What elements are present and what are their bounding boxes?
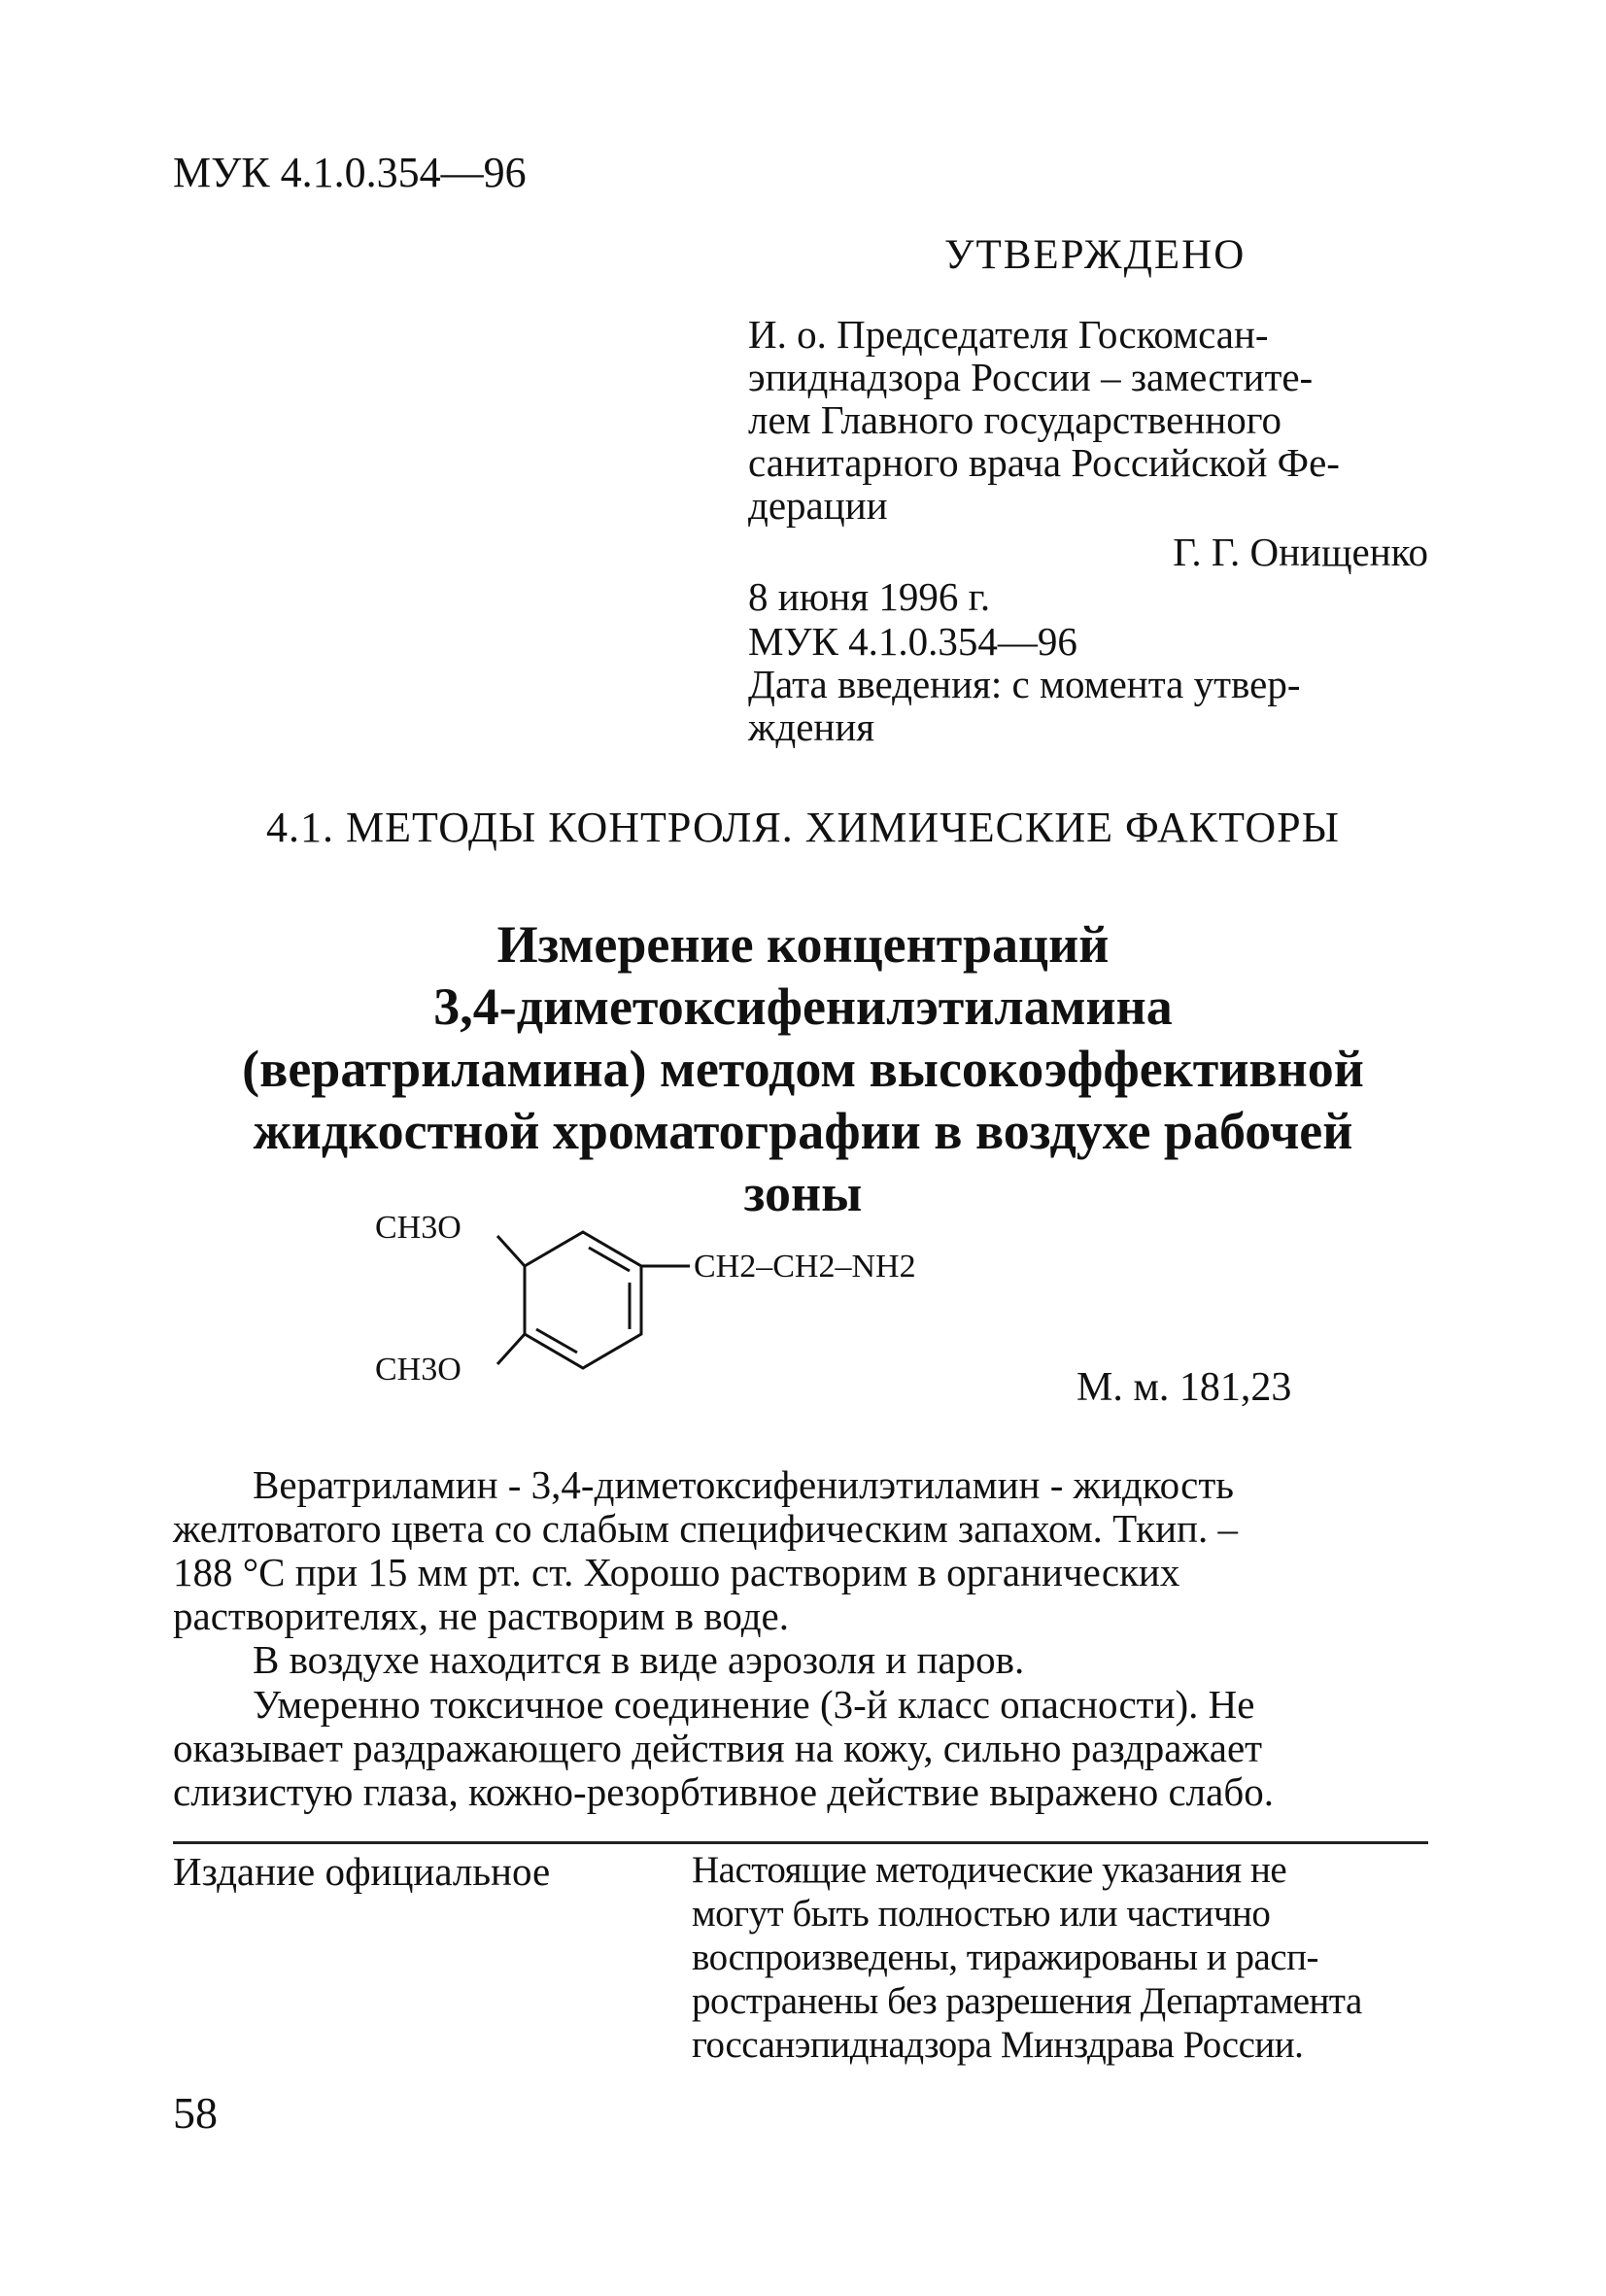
- title-line: зоны: [743, 1164, 863, 1222]
- paragraph-line: Вератриламин - 3,4-диметоксифенилэтиламин - жидкость: [253, 1462, 1234, 1507]
- paragraph-line: растворителях, не растворим в воде.: [173, 1593, 789, 1638]
- section-heading: 4.1. МЕТОДЫ КОНТРОЛЯ. ХИМИЧЕСКИЕ ФАКТОРЫ: [265, 804, 1341, 851]
- notice-line: могут быть полностью или частично: [692, 1893, 1271, 1935]
- paragraph-air-state: В воздухе находится в виде аэрозоля и паров.: [253, 1637, 1025, 1682]
- approval-block: [748, 313, 1428, 748]
- approval-line: И. о. Председателя Госкомсан-: [748, 312, 1269, 357]
- document-code: МУК 4.1.0.354—96: [173, 149, 527, 196]
- document-title: [126, 913, 1480, 1224]
- notice-line: ространены без разрешения Департамента: [692, 1980, 1362, 2022]
- paragraph-line: 188 °С при 15 мм рт. ст. Хорошо растворим в органических: [173, 1550, 1180, 1594]
- footer-divider: [173, 1841, 1428, 1844]
- approval-line: эпиднадзора России – заместите-: [748, 355, 1314, 399]
- double-bond: [536, 1329, 577, 1353]
- bond-line: [497, 1334, 525, 1364]
- approval-line: лем Главного государственного: [748, 397, 1282, 442]
- title-line: (вератриламина) методом высокоэффективной: [242, 1040, 1364, 1098]
- approval-line: дерации: [748, 483, 888, 528]
- copyright-notice: [692, 1848, 1430, 2067]
- approval-date: 8 июня 1996 г.: [748, 574, 991, 619]
- approval-code: МУК 4.1.0.354—96: [748, 619, 1077, 664]
- double-bond: [589, 1248, 630, 1271]
- edition-label: Издание официальное: [173, 1849, 551, 1894]
- structural-formula: [369, 1215, 991, 1438]
- approved-stamp-heading: УТВЕРЖДЕНО: [944, 232, 1247, 278]
- paragraph-toxicity: [173, 1683, 1428, 1814]
- benzene-ring: [525, 1232, 641, 1368]
- title-line: Измерение концентраций: [496, 915, 1110, 974]
- page-number: 58: [173, 2088, 218, 2138]
- notice-line: Настоящие методические указания не: [692, 1849, 1287, 1891]
- substituent-label: CH3O: [375, 1352, 461, 1388]
- title-line: жидкостной хроматографии в воздухе рабочей: [253, 1102, 1353, 1160]
- paragraph-line: Умеренно токсичное соединение (3-й класс опасности). Не: [253, 1682, 1255, 1727]
- introduction-date: ждения: [748, 704, 875, 749]
- notice-line: воспроизведены, тиражированы и расп-: [692, 1936, 1318, 1978]
- paragraph-line: оказывает раздражающего действия на кожу, сильно раздражает: [173, 1726, 1263, 1770]
- molar-mass: М. м. 181,23: [1076, 1365, 1292, 1410]
- substituent-label: CH3O: [375, 1215, 461, 1246]
- approval-signer: Г. Г. Онищенко: [1173, 530, 1428, 574]
- paragraph-description: [173, 1463, 1428, 1638]
- introduction-date: Дата введения: с момента утвер-: [748, 662, 1301, 706]
- paragraph-line: слизистую глаза, кожно-резорбтивное действие выражено слабо.: [173, 1769, 1274, 1814]
- paragraph-line: желтоватого цвета со слабым специфическим запахом. Ткип. –: [173, 1506, 1238, 1551]
- approval-line: санитарного врача Российской Фе-: [748, 440, 1340, 485]
- title-line: 3,4-диметоксифенилэтиламина: [433, 977, 1173, 1036]
- side-chain-label: CH2–CH2–NH2: [694, 1249, 916, 1285]
- bond-line: [497, 1236, 525, 1266]
- notice-line: госсанэпиднадзора Минздрава России.: [692, 2024, 1304, 2066]
